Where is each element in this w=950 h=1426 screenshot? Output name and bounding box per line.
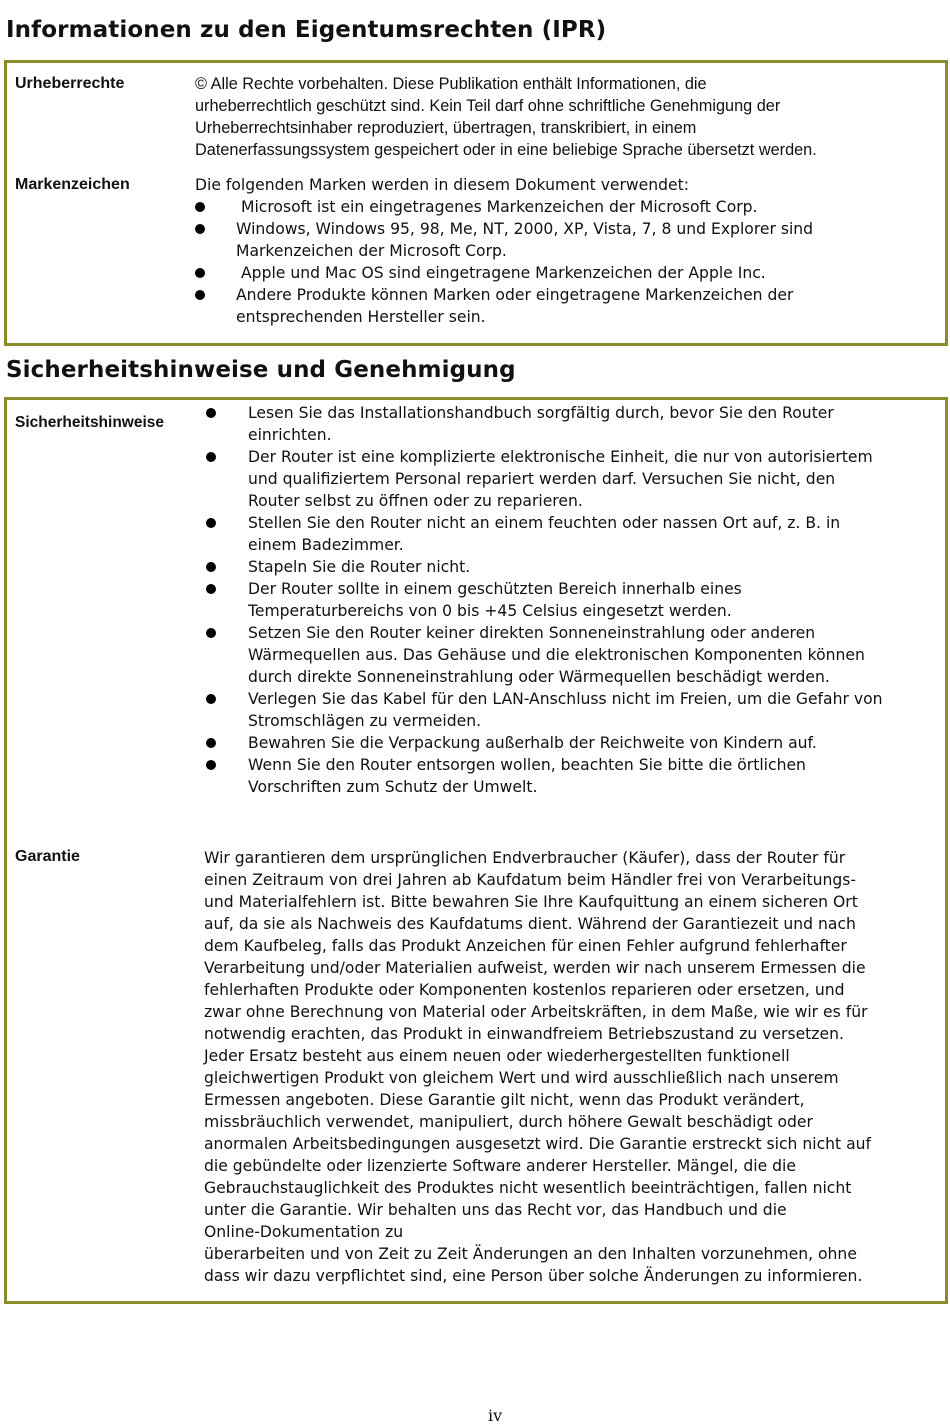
- bullet-icon: [195, 290, 205, 300]
- warranty-line: Verarbeitung und/oder Materialien aufweist, werden wir nach unserem Ermessen die: [204, 959, 866, 977]
- warranty-text: [204, 847, 871, 1287]
- list-item-text: Vorschriften zum Schutz der Umwelt.: [248, 778, 538, 796]
- warranty-line: gleichwertigen Produkt von gleichem Wert und wird ausschließlich nach unserem: [204, 1069, 839, 1087]
- safety-notes-label: Sicherheitshinweise: [15, 414, 165, 431]
- bullet-icon: [206, 562, 216, 572]
- warranty-line: notwendig erachten, das Produkt in einwandfreiem Betriebszustand zu versetzen.: [204, 1025, 844, 1043]
- list-item-text: Markenzeichen der Microsoft Corp.: [236, 242, 507, 260]
- warranty-line: dass wir dazu verpflichtet sind, eine Person über solche Änderungen zu informieren.: [204, 1267, 863, 1285]
- list-item: [206, 732, 883, 754]
- list-item-text: Router selbst zu öffnen oder zu reparieren.: [248, 492, 583, 510]
- list-item: [195, 262, 813, 284]
- warranty-line: Online-Dokumentation zu: [204, 1223, 404, 1241]
- warranty-line: missbräuchlich verwendet, manipuliert, durch höhere Gewalt beschädigt oder: [204, 1113, 813, 1131]
- list-item-text: Lesen Sie das Installationshandbuch sorgfältig durch, bevor Sie den Router: [248, 404, 834, 422]
- copyright-line: Datenerfassungssystem gespeichert oder in eine beliebige Sprache übersetzt werden.: [195, 141, 817, 159]
- list-item: [206, 512, 883, 556]
- list-item-text: Bewahren Sie die Verpackung außerhalb der Reichweite von Kindern auf.: [248, 734, 817, 752]
- list-item-text: Der Router sollte in einem geschützten Bereich innerhalb eines: [248, 580, 742, 598]
- warranty-line: fehlerhaften Produkte oder Komponenten kostenlos reparieren oder ersetzen, und: [204, 981, 845, 999]
- bullet-icon: [195, 224, 205, 234]
- bullet-icon: [206, 452, 216, 462]
- bullet-icon: [206, 694, 216, 704]
- list-item-text: Microsoft ist ein eingetragenes Markenzeichen der Microsoft Corp.: [241, 198, 758, 216]
- list-item: [206, 622, 883, 688]
- warranty-line: Gebrauchstauglichkeit des Produktes nicht wesentlich beeinträchtigen, fallen nicht: [204, 1179, 852, 1197]
- warranty-line: die gebündelte oder lizenzierte Software anderer Hersteller. Mängel, die die: [204, 1157, 796, 1175]
- warranty-line: dem Kaufbeleg, falls das Produkt Anzeichen für einen Fehler aufgrund fehlerhafter: [204, 937, 847, 955]
- bullet-icon: [206, 760, 216, 770]
- list-item: [206, 446, 883, 512]
- copyright-line: © Alle Rechte vorbehalten. Diese Publikation enthält Informationen, die: [195, 75, 707, 93]
- bullet-icon: [195, 268, 205, 278]
- warranty-label: Garantie: [15, 848, 80, 865]
- list-item-text: Andere Produkte können Marken oder eingetragene Markenzeichen der: [236, 286, 794, 304]
- copyright-text: [195, 73, 817, 161]
- list-item: [206, 402, 883, 446]
- warranty-line: zwar ohne Berechnung von Material oder Arbeitskräften, in dem Maße, wie wir es für: [204, 1003, 868, 1021]
- warranty-line: Jeder Ersatz besteht aus einem neuen oder wiederhergestellten funktionell: [204, 1047, 790, 1065]
- list-item-text: entsprechenden Hersteller sein.: [236, 308, 486, 326]
- list-item: [206, 556, 883, 578]
- page-number: iv: [488, 1406, 503, 1425]
- list-item: [206, 688, 883, 732]
- list-item-text: Stellen Sie den Router nicht an einem feuchten oder nassen Ort auf, z. B. in: [248, 514, 841, 532]
- list-item-text: Wärmequellen aus. Das Gehäuse und die elektronischen Komponenten können: [248, 646, 865, 664]
- list-item-text: Stromschlägen zu vermeiden.: [248, 712, 482, 730]
- list-item-text: einrichten.: [248, 426, 332, 444]
- warranty-line: auf, da sie als Nachweis des Kaufdatums dient. Während der Garantiezeit und nach: [204, 915, 856, 933]
- ipr-heading: Informationen zu den Eigentumsrechten (IPR): [6, 17, 607, 43]
- list-item-text: Apple und Mac OS sind eingetragene Markenzeichen der Apple Inc.: [241, 264, 766, 282]
- list-item-text: Temperaturbereichs von 0 bis +45 Celsius eingesetzt werden.: [248, 602, 732, 620]
- bullet-icon: [206, 628, 216, 638]
- list-item: [206, 754, 883, 798]
- list-item-text: und qualifiziertem Personal repariert werden darf. Versuchen Sie nicht, den: [248, 470, 836, 488]
- warranty-line: unter die Garantie. Wir behalten uns das Recht vor, das Handbuch und die: [204, 1201, 787, 1219]
- list-item-text: Wenn Sie den Router entsorgen wollen, beachten Sie bitte die örtlichen: [248, 756, 806, 774]
- list-item: [195, 196, 813, 218]
- safety-heading: Sicherheitshinweise und Genehmigung: [6, 357, 516, 383]
- copyright-label: Urheberrechte: [15, 75, 125, 92]
- list-item-text: Verlegen Sie das Kabel für den LAN-Anschluss nicht im Freien, um die Gefahr von: [248, 690, 883, 708]
- copyright-line: urheberrechtlich geschützt sind. Kein Teil darf ohne schriftliche Genehmigung der: [195, 97, 781, 115]
- list-item: [206, 578, 883, 622]
- bullet-icon: [206, 518, 216, 528]
- safety-notes-list: [206, 402, 883, 798]
- list-item: [195, 284, 813, 328]
- trademarks-label: Markenzeichen: [15, 176, 130, 193]
- bullet-icon: [195, 202, 205, 212]
- list-item-text: Der Router ist eine komplizierte elektronische Einheit, die nur von autorisiertem: [248, 448, 873, 466]
- list-item-text: Setzen Sie den Router keiner direkten Sonneneinstrahlung oder anderen: [248, 624, 816, 642]
- trademarks-intro: Die folgenden Marken werden in diesem Dokument verwendet:: [195, 176, 690, 194]
- list-item: [195, 218, 813, 262]
- bullet-icon: [206, 738, 216, 748]
- list-item-text: durch direkte Sonneneinstrahlung oder Wärmequellen beschädigt werden.: [248, 668, 830, 686]
- warranty-line: und Materialfehlern ist. Bitte bewahren Sie Ihre Kaufquittung an einem sicheren Ort: [204, 893, 858, 911]
- bullet-icon: [206, 408, 216, 418]
- list-item-text: Windows, Windows 95, 98, Me, NT, 2000, XP, Vista, 7, 8 und Explorer sind: [236, 220, 814, 238]
- list-item-text: einem Badezimmer.: [248, 536, 404, 554]
- bullet-icon: [206, 584, 216, 594]
- warranty-line: Wir garantieren dem ursprünglichen Endverbraucher (Käufer), dass der Router für: [204, 849, 846, 867]
- warranty-line: einen Zeitraum von drei Jahren ab Kaufdatum beim Händler frei von Verarbeitungs-: [204, 871, 857, 889]
- copyright-line: Urheberrechtsinhaber reproduziert, übertragen, transkribiert, in einem: [195, 119, 697, 137]
- list-item-text: Stapeln Sie die Router nicht.: [248, 558, 471, 576]
- warranty-line: Ermessen angeboten. Diese Garantie gilt nicht, wenn das Produkt verändert,: [204, 1091, 805, 1109]
- trademarks-list: [195, 196, 813, 328]
- warranty-line: überarbeiten und von Zeit zu Zeit Änderungen an den Inhalten vorzunehmen, ohne: [204, 1245, 857, 1263]
- warranty-line: anormalen Arbeitsbedingungen ausgesetzt wird. Die Garantie erstreckt sich nicht auf: [204, 1135, 872, 1153]
